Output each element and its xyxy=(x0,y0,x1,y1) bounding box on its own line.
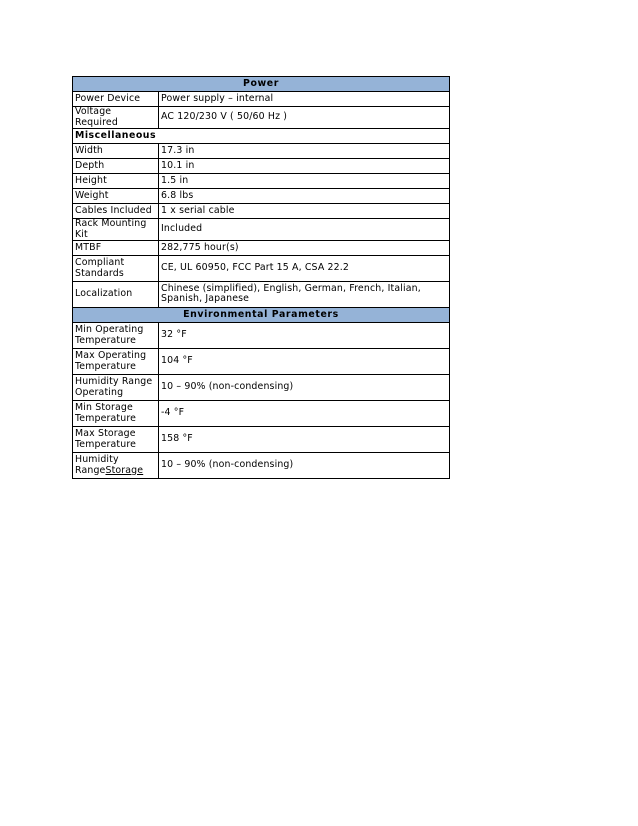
table-row xyxy=(73,349,450,375)
table-row xyxy=(73,204,450,219)
table-row xyxy=(73,453,450,479)
row-value: AC 120/230 V ( 50/60 Hz ) xyxy=(159,107,450,129)
row-value: 1.5 in xyxy=(159,174,450,189)
row-label: Localization xyxy=(73,282,159,308)
row-label: Height xyxy=(73,174,159,189)
row-value: 158 °F xyxy=(159,427,450,453)
spec-table xyxy=(72,76,450,479)
table-row xyxy=(73,189,450,204)
row-label-part-underlined: Storage xyxy=(105,464,144,476)
table-row xyxy=(73,256,450,282)
row-value: 10 – 90% (non-condensing) xyxy=(159,453,450,479)
table-row xyxy=(73,323,450,349)
row-label: Width xyxy=(73,144,159,159)
row-label: Cables Included xyxy=(73,204,159,219)
table-row xyxy=(73,107,450,129)
row-label: Min Operating Temperature xyxy=(73,323,159,349)
row-label: Compliant Standards xyxy=(73,256,159,282)
table-row xyxy=(73,282,450,308)
table-row xyxy=(73,219,450,241)
row-label xyxy=(73,453,159,479)
table-row xyxy=(73,174,450,189)
row-value: Included xyxy=(159,219,450,241)
row-value: -4 °F xyxy=(159,401,450,427)
row-value: 1 x serial cable xyxy=(159,204,450,219)
misc-header: Miscellaneous xyxy=(73,129,450,144)
row-value: 104 °F xyxy=(159,349,450,375)
power-header-row xyxy=(73,77,450,92)
row-value: 32 °F xyxy=(159,323,450,349)
table-row xyxy=(73,427,450,453)
table-row xyxy=(73,401,450,427)
table-row xyxy=(73,92,450,107)
row-label: Max Storage Temperature xyxy=(73,427,159,453)
row-value: Chinese (simplified), English, German, French, Italian, Spanish, Japanese xyxy=(159,282,450,308)
row-value: 6.8 lbs xyxy=(159,189,450,204)
row-label: Humidity Range Operating xyxy=(73,375,159,401)
row-label: Depth xyxy=(73,159,159,174)
env-header: Environmental Parameters xyxy=(73,308,450,323)
power-header: Power xyxy=(73,77,450,92)
row-value: 10 – 90% (non-condensing) xyxy=(159,375,450,401)
table-row xyxy=(73,144,450,159)
misc-header-row xyxy=(73,129,450,144)
row-label: Voltage Required xyxy=(73,107,159,129)
row-value: Power supply – internal xyxy=(159,92,450,107)
table-row xyxy=(73,241,450,256)
row-label: Rack Mounting Kit xyxy=(73,219,159,241)
row-label-part: Humidity xyxy=(75,454,119,465)
row-value: 10.1 in xyxy=(159,159,450,174)
env-header-row xyxy=(73,308,450,323)
row-label: Max Operating Temperature xyxy=(73,349,159,375)
table-row xyxy=(73,159,450,174)
table-row xyxy=(73,375,450,401)
row-label-part: Range xyxy=(75,464,106,476)
row-value: 282,775 hour(s) xyxy=(159,241,450,256)
row-label: Min Storage Temperature xyxy=(73,401,159,427)
row-label: Weight xyxy=(73,189,159,204)
row-value: 17.3 in xyxy=(159,144,450,159)
row-value: CE, UL 60950, FCC Part 15 A, CSA 22.2 xyxy=(159,256,450,282)
row-label: MTBF xyxy=(73,241,159,256)
row-label: Power Device xyxy=(73,92,159,107)
